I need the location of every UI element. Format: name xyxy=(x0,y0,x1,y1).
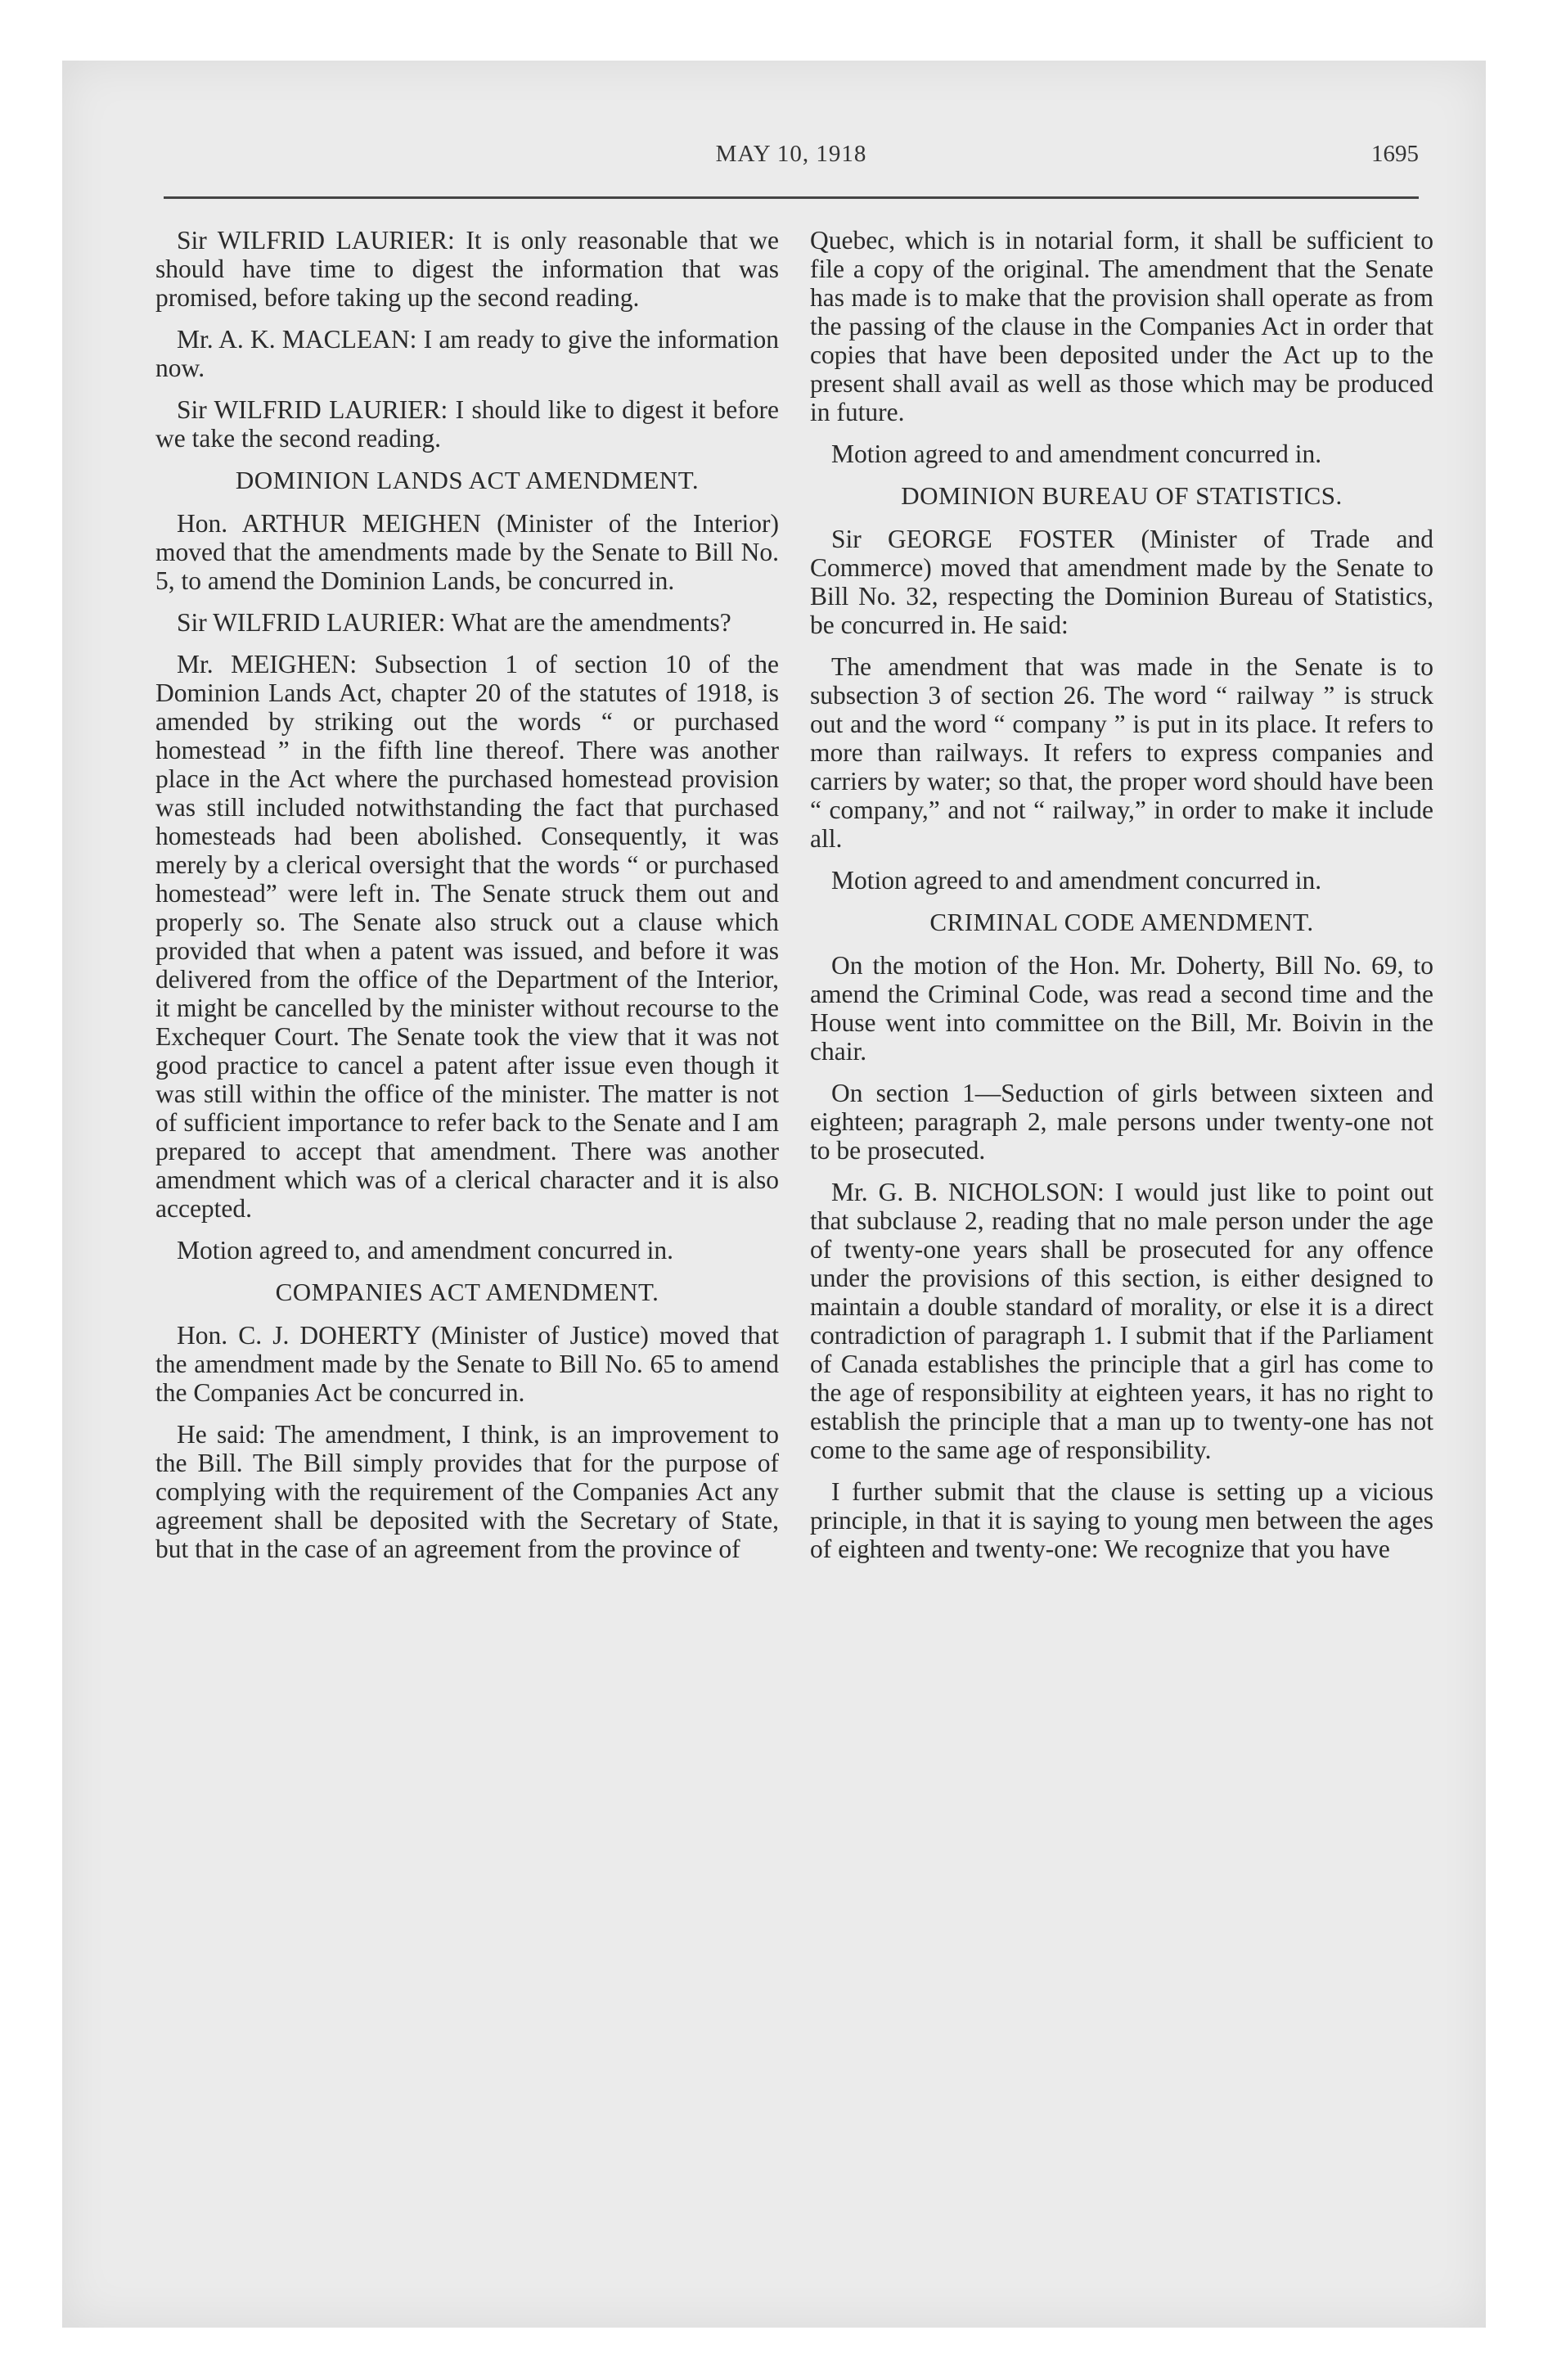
page-header xyxy=(164,141,1419,182)
section-heading: DOMINION LANDS ACT AMENDMENT. xyxy=(235,466,700,494)
paragraph: On section 1—Seduction of girls between sixteen and eighteen; paragraph 2, male persons under twenty-one not to be prosecuted. xyxy=(810,1079,1433,1165)
paragraph: Motion agreed to, and amendment concurred in. xyxy=(177,1236,674,1264)
paragraph: Quebec, which is in notarial form, it shall be sufficient to file a copy of the original. The amendment that the Senate has made is to make that the provision shall operate as from the passing of the clause in the Companies Act in order that copies that have been deposited under the Act up to the present shall avail as well as those which may be produced in future. xyxy=(810,226,1433,426)
paragraph: I further submit that the clause is setting up a vicious principle, in that it is saying to young men between the ages of eighteen and twenty-one: We recognize that you have xyxy=(810,1477,1433,1563)
paragraph: On the motion of the Hon. Mr. Doherty, Bill No. 69, to amend the Criminal Code, was read a second time and the House went into committee on the Bill, Mr. Boivin in the chair. xyxy=(810,951,1433,1066)
paragraph: Sir WILFRID LAURIER: It is only reasonable that we should have time to digest the information that was promised, before taking up the second reading. xyxy=(155,226,779,312)
paragraph: Motion agreed to and amendment concurred in. xyxy=(831,439,1322,468)
paragraph: He said: The amendment, I think, is an improvement to the Bill. The Bill simply provides that for the purpose of complying with the requirement of the Companies Act any agreement shall be deposited with the Secretary of State, but that in the case of an agreement from the province of xyxy=(155,1420,779,1563)
paragraph: Hon. ARTHUR MEIGHEN (Minister of the Interior) moved that the amendments made by the Senate to Bill No. 5, to amend the Dominion Lands, be concurred in. xyxy=(155,509,779,595)
paragraph: Mr. A. K. MACLEAN: I am ready to give the information now. xyxy=(155,325,779,382)
paragraph: Sir GEORGE FOSTER (Minister of Trade and Commerce) moved that amendment made by the Senate to Bill No. 32, respecting the Dominion Bureau of Statistics, be concurred in. He said: xyxy=(810,525,1433,639)
right-column xyxy=(810,226,1433,1576)
section-heading: COMPANIES ACT AMENDMENT. xyxy=(275,1278,659,1306)
header-date: MAY 10, 1918 xyxy=(715,141,867,167)
left-column xyxy=(155,226,779,1576)
page-number: 1695 xyxy=(1371,141,1419,167)
paragraph: Sir WILFRID LAURIER: What are the amendments? xyxy=(177,608,731,637)
paragraph: Sir WILFRID LAURIER: I should like to digest it before we take the second reading. xyxy=(155,395,779,453)
section-heading: CRIMINAL CODE AMENDMENT. xyxy=(929,908,1314,936)
section-heading: DOMINION BUREAU OF STATISTICS. xyxy=(901,481,1343,510)
paragraph: The amendment that was made in the Senate is to subsection 3 of section 26. The word “ railway ” is struck out and the word “ company ” is put in its place. It refers to more than railways. It refers to express companies and carriers by water; so that, the proper word should have been “ company,” and not “ railway,” in order to make it include all. xyxy=(810,652,1433,853)
paragraph: Mr. G. B. NICHOLSON: I would just like to point out that subclause 2, reading that no male person under the age of twenty-one years shall be prosecuted for any offence under the provisions of this section, is either designed to maintain a double standard of morality, or else it is a direct contradiction of paragraph 1. I submit that if the Parliament of Canada establishes the principle that a girl has come to the age of responsibility at eighteen years, it has no right to establish the principle that a man up to twenty-one has not come to the same age of responsibility. xyxy=(810,1178,1433,1464)
paragraph: Mr. MEIGHEN: Subsection 1 of section 10 of the Dominion Lands Act, chapter 20 of the statutes of 1918, is amended by striking out the words “ or purchased homestead ” in the fifth line thereof. There was another place in the Act where the purchased homestead provision was still included notwithstanding the fact that purchased homesteads had been abolished. Consequently, it was merely by a clerical oversight that the words “ or purchased homestead” were left in. The Senate struck them out and properly so. The Senate also struck out a clause which provided that when a patent was issued, and before it was delivered from the office of the Department of the Interior, it might be cancelled by the minister without recourse to the Exchequer Court. The Senate took the view that it was not good practice to cancel a patent after issue even though it was still within the office of the minister. The matter is not of sufficient importance to refer back to the Senate and I am prepared to accept that amendment. There was another amendment which was of a clerical character and it is also accepted. xyxy=(155,650,779,1223)
paragraph: Motion agreed to and amendment concurred in. xyxy=(831,866,1322,895)
paragraph: Hon. C. J. DOHERTY (Minister of Justice) moved that the amendment made by the Senate to Bill No. 65 to amend the Companies Act be concurred in. xyxy=(155,1321,779,1407)
header-rule xyxy=(164,196,1419,199)
